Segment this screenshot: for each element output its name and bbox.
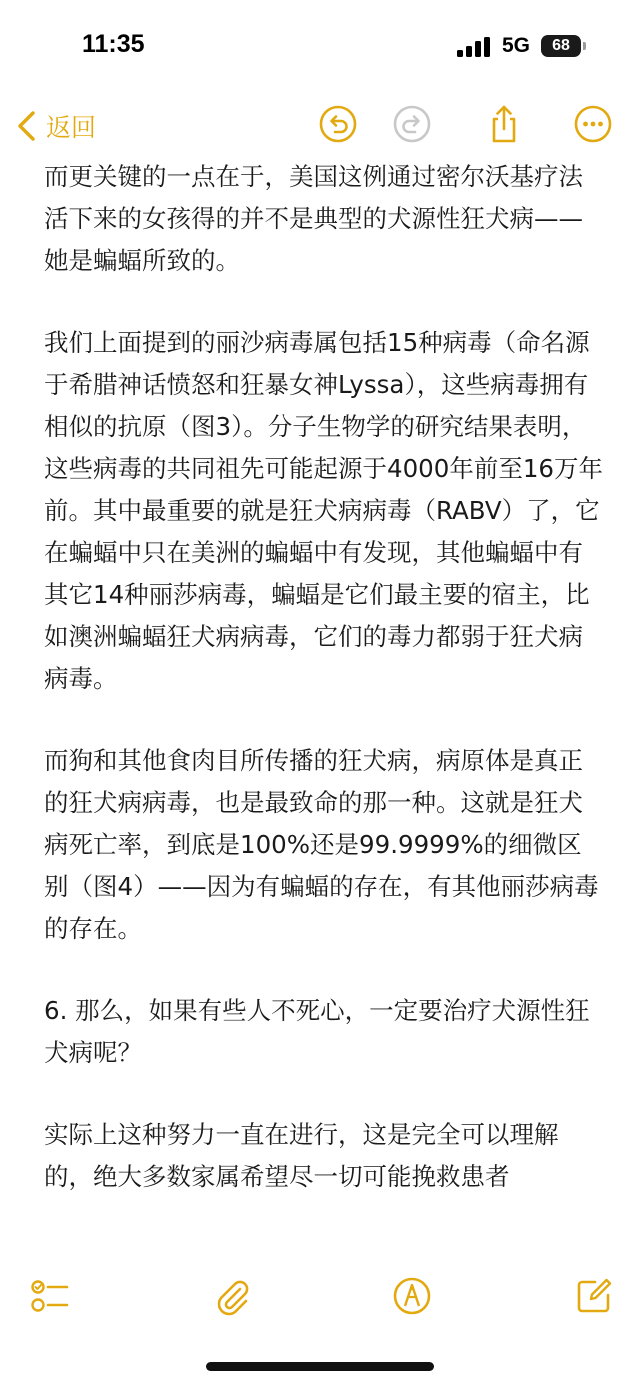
checklist-icon: [30, 1276, 70, 1316]
attachment-icon: [212, 1276, 252, 1316]
compose-button[interactable]: [574, 1276, 614, 1316]
more-button[interactable]: [573, 104, 613, 144]
undo-icon: [318, 104, 358, 144]
note-body[interactable]: [44, 156, 604, 1266]
redo-button[interactable]: [392, 104, 432, 144]
note-paragraph: 而更关键的一点在于，美国这例通过密尔沃基疗法活下来的女孩得的并不是典型的犬源性狂犬病——她是蝙蝠所致的。: [44, 162, 583, 275]
battery-icon: 68: [541, 35, 581, 57]
back-label: 返回: [46, 113, 97, 142]
home-indicator[interactable]: [206, 1362, 434, 1371]
note-paragraph: 实际上这种努力一直在进行，这是完全可以理解的，绝大多数家属希望尽一切可能挽救患者: [44, 1120, 559, 1191]
redo-icon: [392, 104, 432, 144]
undo-button[interactable]: [318, 104, 358, 144]
note-paragraph: 我们上面提到的丽沙病毒属包括15种病毒（命名源于希腊神话愤怒和狂暴女神Lyssa），这些病毒拥有相似的抗原（图3）。分子生物学的研究结果表明，这些病毒的共同祖先可能起源于4000年前至16万年前。其中最重要的就是狂犬病病毒（RABV）了，它在蝙蝠中只在美洲的蝙蝠中有发现，其他蝙蝠中有其它14种丽莎病毒，蝙蝠是它们最主要的宿主，比如澳洲蝙蝠狂犬病病毒，它们的毒力都弱于狂犬病病毒。: [44, 328, 604, 693]
markup-icon: [392, 1276, 432, 1316]
share-button[interactable]: [484, 104, 524, 144]
back-button[interactable]: [14, 106, 96, 146]
markup-button[interactable]: [392, 1276, 432, 1316]
checklist-button[interactable]: [30, 1276, 70, 1316]
more-icon: [573, 104, 613, 144]
network-type: 5G: [502, 34, 531, 57]
chevron-left-icon: [14, 109, 38, 143]
battery-nub: [583, 42, 586, 50]
bottom-toolbar: [0, 1266, 640, 1326]
attachment-button[interactable]: [212, 1276, 252, 1316]
share-icon: [484, 104, 524, 144]
compose-icon: [574, 1276, 614, 1316]
signal-icon: [457, 37, 491, 57]
status-bar: [0, 0, 640, 96]
status-time: 11:35: [82, 30, 145, 58]
note-paragraph: 而狗和其他食肉目所传播的狂犬病，病原体是真正的狂犬病病毒，也是最致命的那一种。这就是狂犬病死亡率，到底是100%还是99.9999%的细微区别（图4）——因为有蝙蝠的存在，有其他丽莎病毒的存在。: [44, 746, 599, 943]
nav-bar: [0, 96, 640, 156]
note-paragraph: 6. 那么，如果有些人不死心，一定要治疗犬源性狂犬病呢？: [44, 996, 590, 1067]
